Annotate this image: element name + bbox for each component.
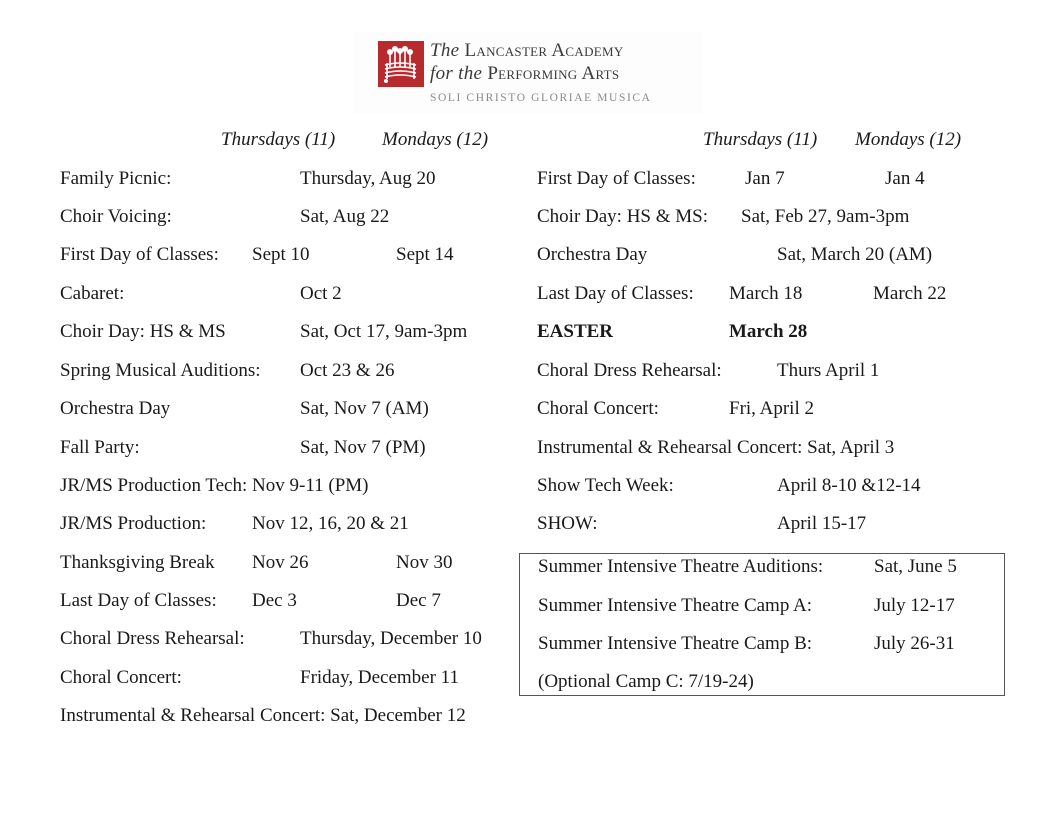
fall-row-label: Fall Party:	[60, 437, 140, 458]
spring-row-label: Choir Day: HS & MS:	[537, 206, 709, 227]
fall-row-value: Thursday, Aug 20	[300, 168, 436, 189]
fall-row-value: Oct 23 & 26	[300, 360, 395, 381]
spring-row-label: Show Tech Week:	[537, 475, 674, 496]
spring-row-value: April 8-10 &12-14	[777, 475, 921, 496]
spring-row-value: Thurs April 1	[777, 360, 880, 381]
fall-row-thursday: Dec 3	[252, 590, 297, 611]
fall-row-label: Cabaret:	[60, 283, 125, 304]
fall-row-label: Orchestra Day	[60, 398, 171, 419]
fall-row-value: Nov 12, 16, 20 & 21	[252, 513, 409, 534]
fall-row-value: Sat, Nov 7 (AM)	[300, 398, 429, 419]
fall-header-thursdays: Thursdays (11)	[221, 129, 336, 150]
fall-row-label: Choral Concert:	[60, 667, 182, 688]
spring-row-label: Choral Concert:	[537, 398, 659, 419]
summer-row-value: July 26-31	[874, 633, 955, 654]
fall-row-label: Family Picnic:	[60, 168, 172, 189]
fall-row-monday: Sept 14	[396, 244, 454, 265]
fall-row-value: Thursday, December 10	[300, 628, 482, 649]
spring-row-value: Sat, Feb 27, 9am-3pm	[741, 206, 910, 227]
spring-row-label: Choral Dress Rehearsal:	[537, 360, 722, 381]
summer-row-label: Summer Intensive Theatre Auditions:	[538, 556, 824, 577]
fall-row-text: Instrumental & Rehearsal Concert: Sat, December 12	[60, 705, 466, 726]
fall-row-thursday: Sept 10	[252, 244, 310, 265]
summer-row-value: July 12-17	[874, 595, 955, 616]
fall-row-label: First Day of Classes:	[60, 244, 219, 265]
fall-row-value: Sat, Nov 7 (PM)	[300, 437, 426, 458]
spring-row-label-easter: EASTER	[537, 321, 614, 342]
spring-row-text: Instrumental & Rehearsal Concert: Sat, April 3	[537, 437, 895, 458]
academy-logo	[354, 32, 702, 114]
spring-row-label: Last Day of Classes:	[537, 283, 694, 304]
logo-motto: SOLI CHRISTO GLORIAE MUSICA	[430, 92, 652, 104]
fall-row-label: Choir Voicing:	[60, 206, 172, 227]
logo-title-line-2: for the Performing Arts	[430, 63, 620, 84]
summer-row-label: Summer Intensive Theatre Camp A:	[538, 595, 813, 616]
spring-row-label: Orchestra Day	[537, 244, 648, 265]
fall-row-value: Sat, Aug 22	[300, 206, 390, 227]
fall-row-value: Oct 2	[300, 283, 342, 304]
spring-row-value-easter: March 28	[729, 321, 808, 342]
fall-row-monday: Dec 7	[396, 590, 441, 611]
spring-row-value: Sat, March 20 (AM)	[777, 244, 933, 265]
spring-row-monday: Jan 4	[885, 168, 925, 189]
organ-pipes-staff-icon	[378, 41, 424, 87]
spring-header-mondays: Mondays (12)	[855, 129, 962, 150]
spring-row-monday: March 22	[873, 283, 947, 304]
fall-row-value: Friday, December 11	[300, 667, 459, 688]
spring-row-thursday: Jan 7	[745, 168, 785, 189]
spring-row-value: April 15-17	[777, 513, 867, 534]
spring-row-value: Fri, April 2	[729, 398, 814, 419]
spring-row-label: First Day of Classes:	[537, 168, 696, 189]
fall-row-text: JR/MS Production Tech: Nov 9-11 (PM)	[60, 475, 369, 496]
logo-title-line-1: The Lancaster Academy	[430, 40, 624, 61]
spring-header-thursdays: Thursdays (11)	[703, 129, 818, 150]
fall-row-thursday: Nov 26	[252, 552, 309, 573]
fall-row-label: Thanksgiving Break	[60, 552, 215, 573]
summer-row-text: (Optional Camp C: 7/19-24)	[538, 671, 754, 692]
fall-row-label: Last Day of Classes:	[60, 590, 217, 611]
fall-header-mondays: Mondays (12)	[382, 129, 489, 150]
spring-row-label: SHOW:	[537, 513, 598, 534]
fall-row-value: Sat, Oct 17, 9am-3pm	[300, 321, 468, 342]
summer-row-label: Summer Intensive Theatre Camp B:	[538, 633, 813, 654]
fall-row-monday: Nov 30	[396, 552, 453, 573]
fall-row-label: Choir Day: HS & MS	[60, 321, 226, 342]
fall-row-label: Spring Musical Auditions:	[60, 360, 261, 381]
fall-row-label: JR/MS Production:	[60, 513, 207, 534]
spring-row-thursday: March 18	[729, 283, 803, 304]
fall-row-label: Choral Dress Rehearsal:	[60, 628, 245, 649]
summer-row-value: Sat, June 5	[874, 556, 957, 577]
